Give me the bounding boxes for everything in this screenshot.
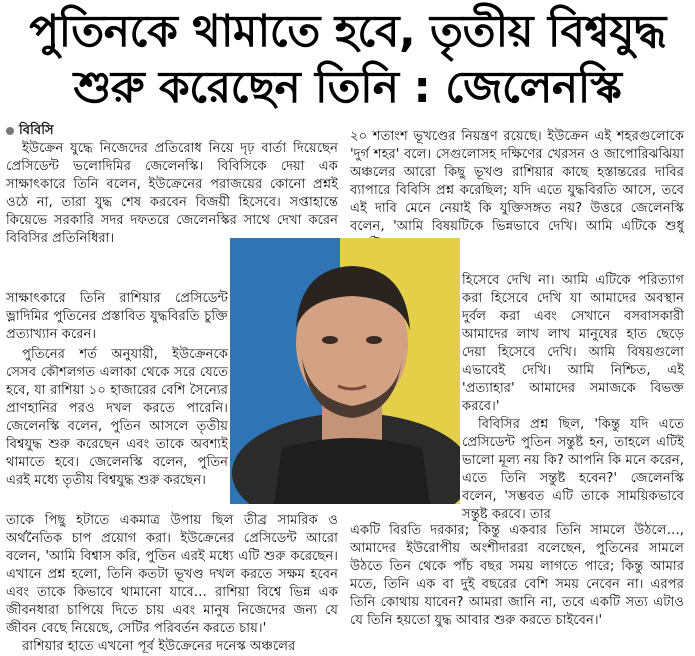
paragraph: রাশিয়ার হাতে এখনো পূর্ব ইউক্রেনের দনেস্ক অঞ্চলের bbox=[22, 639, 296, 654]
left-column-top bbox=[6, 122, 338, 248]
zelensky-photo bbox=[230, 238, 460, 504]
paragraph: বিবিসির প্রশ্ন ছিল, 'কিন্তু যদি এতে প্রেসিডেন্ট পুতিন সন্তুষ্ট হন, তাহলে এটিই ভালো মূল্য নয় কি? আপনি কি মনে করেন, এতে তিনি সন্তুষ্ট হবেন?' জেলেনস্কি বলেন, 'সম্ভবত এটি তাকে সাময়িকভাবে সন্তুষ্ট করবে। তার bbox=[462, 417, 684, 522]
paragraph: তাকে পিছু হটাতে একমাত্র উপায় ছিল তীব্র সামরিক ও অর্থনৈতিক চাপ প্রয়োগ করা। ইউক্রেনের প্রেসিডেন্ট আরো বলেন, 'আমি বিশ্বাস করি, পুতিন এরই মধ্যে এটি শুরু করেছেন। এখানে প্রশ্ন হলো, তিনি কতটা ভূখণ্ড দখল করতে সক্ষম হবেন এবং তাকে কিভাবে থামানো যাবে… রাশিয়া বিশ্বে ভিন্ন এক জীবনধারা চাপিয়ে দিতে চায় এবং মানুষ নিজেদের জন্য যে জীবন বেছে নিয়েছে, সেটির পরিবর্তন করতে চায়।' bbox=[6, 513, 338, 636]
left-column-bottom bbox=[6, 512, 338, 656]
right-column-top bbox=[350, 128, 684, 254]
paragraph: ইউক্রেন যুদ্ধে নিজেদের প্রতিরোধ নিয়ে দৃঢ় বার্তা দিয়েছেন প্রেসিডেন্ট ভলোদিমির জেলেনস্কি। বিবিসিকে দেয়া এক সাক্ষাৎকারে তিনি বলেন, ইউক্রেনের পরাজয়ের কোনো প্রশ্নই ওঠে না, তারা যুদ্ধ শেষ করবেন বিজয়ী হিসেবে। সপ্তাহান্তে কিয়েভে সরকারি সদর দফতরে জেলেনস্কির সাথে দেখা করেন বিবিসির প্রতিনিধিরা। bbox=[6, 141, 338, 246]
portrait-illustration bbox=[230, 238, 460, 504]
headline-line-1: পুতিনকে থামাতে হবে, তৃতীয় বিশ্বযুদ্ধ bbox=[29, 6, 666, 57]
right-column-bottom bbox=[350, 522, 684, 630]
left-column-beside-photo bbox=[6, 290, 228, 344]
source-name: বিবিসি bbox=[19, 123, 54, 138]
paragraph: হিসেবে দেখি না। আমি এটিকে পরিত্যাগ করা হিসেবে দেখি যা আমাদের অবস্থান দুর্বল করা এবং সেখানে বসবাসকারী আমাদের লাখ লাখ মানুষের হাত ছেড়ে দেয়া হিসেবে দেখি। আমি বিষয়গুলো এভাবেই দেখি। আমি নিশ্চিত, এই 'প্রত্যাহার' আমাদের সমাজকে বিভক্ত করবে।' bbox=[462, 273, 684, 414]
paragraph: পুতিনের শর্ত অনুযায়ী, ইউক্রেনকে সেসব কৌশলগত এলাকা থেকে সরে যেতে হবে, যা রাশিয়া ১০ হাজারের বেশি সৈন্যের প্রাণহানির পরও দখল করতে পারেনি। জেলেনস্কি বলেন, পুতিন আসলে তৃতীয় বিশ্বযুদ্ধ শুরু করেছেন এবং তাকে অবশ্যই থামাতে হবে। জেলেনস্কি বলেন, পুতিন এরই মধ্যে তৃতীয় বিশ্বযুদ্ধ শুরু করছেন। bbox=[6, 347, 228, 488]
right-column-beside-photo bbox=[462, 272, 684, 524]
paragraph: একটি বিরতি দরকার; কিন্তু একবার তিনি সামলে উঠলে…, আমাদের ইউরোপীয় অংশীদাররা বলেছেন, পুতিনের সামলে উঠতে তিন থেকে পাঁচ বছর সময় লাগতে পারে; কিন্তু আমার মতে, তিনি এক বা দুই বছরের বেশি সময় নেবেন না। এরপর তিনি কোথায় যাবেন? আমরা জানি না, তবে একটি সত্য এটাও যে তিনি হয়তো যুদ্ধ আবার শুরু করতে চাইবেন।' bbox=[350, 523, 684, 628]
bullet-icon bbox=[6, 127, 14, 135]
left-column-middle bbox=[6, 346, 228, 490]
headline-line-2: শুরু করেছেন তিনি : জেলেনস্কি bbox=[73, 62, 622, 113]
source-label bbox=[6, 122, 338, 140]
paragraph: সাক্ষাৎকারে তিনি রাশিয়ার প্রেসিডেন্ট ভ্লাদিমির পুতিনের প্রস্তাবিত যুদ্ধবিরতি চুক্তি প্রত্যাখ্যান করেন। bbox=[6, 291, 228, 342]
paragraph: ২০ শতাংশ ভূখণ্ডের নিয়ন্ত্রণ রয়েছে। ইউক্রেন এই শহরগুলোকে 'দুর্গ শহর' বলে। সেগুলোসহ দক্ষিণের খেরসন ও জাপোরিঝঝিয়া অঞ্চলের আরো কিছু ভূখণ্ড রাশিয়ার কাছে হস্তান্তরের দাবির ব্যাপারে বিবিসি প্রশ্ন করেছিল; যদি এতে যুদ্ধবিরতি আসে, তবে এই দাবি মেনে নেয়াই কি যুক্তিসঙ্গত নয়? উত্তরে জেলেনস্কি বলেন, 'আমি বিষয়টিকে ভিন্নভাবে দেখি। আমি এটিকে শুধু bbox=[350, 129, 684, 234]
